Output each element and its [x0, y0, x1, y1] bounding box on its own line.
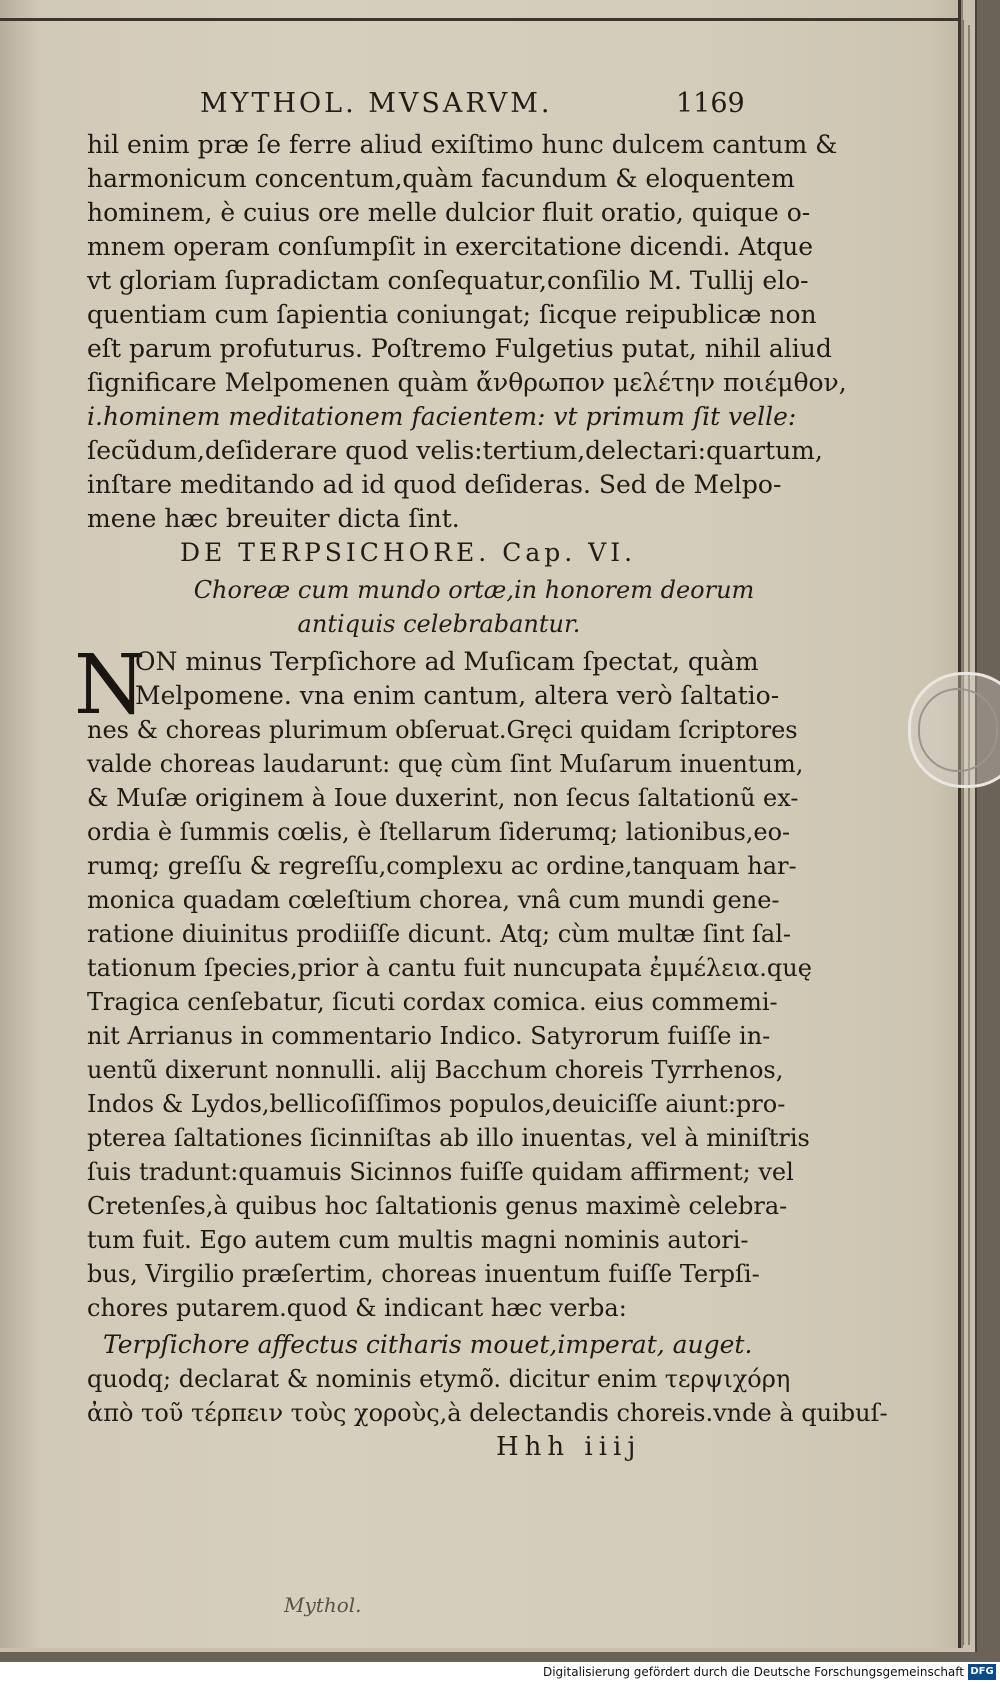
text-line: valde choreas laudarunt: quę cùm ſint Muſarum inuentum, — [87, 750, 804, 778]
text-line: i.hominem meditationem facientem: vt primum ſit velle: — [87, 402, 797, 431]
text-line: Melpomene. vna enim cantum, altera verò ſaltatio- — [135, 681, 780, 710]
digitization-credit: Digitalisierung gefördert durch die Deutsche Forschungsgemeinschaft — [542, 1665, 964, 1679]
text-line: Indos & Lydos,bellicoſiſſimos populos,deuiciſſe aiunt:pro- — [87, 1090, 786, 1118]
text-line: bus, Virgilio præſertim, choreas inuentum fuiſſe Terpſi- — [87, 1260, 760, 1288]
text-line: & Muſæ originem à Ioue duxerint, non ſecus ſaltationũ ex- — [87, 784, 799, 812]
text-line: rumq; greſſu & regreſſu,complexu ac ordine,tanquam har- — [87, 852, 797, 880]
running-title: MYTHOL. MVSARVM. — [200, 88, 553, 119]
text-line: mnem operam conſumpſit in exercitatione dicendi. Atque — [87, 232, 813, 261]
text-line: ἀπὸ τοῦ τέρπειν τοὺς χοροὺς,à delectandis choreis.vnde à quibuſ- — [87, 1399, 888, 1427]
chapter-subtitle: Choreæ cum mundo ortæ,in honorem deorum — [193, 576, 755, 604]
credit-bar — [0, 1662, 1000, 1685]
text-line: nes & choreas plurimum obſeruat.Gręci quidam ſcriptores — [87, 716, 798, 744]
chapter-title: DE TERPSICHORE. Cap. VI. — [180, 538, 637, 567]
text-line: Tragica cenſebatur, ſicuti cordax comica. eius commemi- — [87, 988, 778, 1016]
text-line: chores putarem.quod & indicant hæc verba: — [87, 1294, 627, 1322]
text-line: ordia è ſummis cœlis, è ſtellarum ſiderumq; lationibus,eo- — [87, 818, 791, 846]
text-line: nit Arrianus in commentario Indico. Satyrorum fuiſſe in- — [87, 1022, 771, 1050]
text-line: uentũ dixerunt nonnulli. alij Bacchum choreis Tyrrhenos, — [87, 1056, 784, 1084]
text-line: hominem, è cuius ore melle dulcior fluit oratio, quique o- — [87, 198, 811, 227]
bottom-note: Mythol. — [284, 1593, 362, 1617]
text-line: ſignificare Melpomenen quàm ἄνθρωπον μελέτην ποιέμθον, — [87, 368, 847, 397]
text-line: mene hæc breuiter dicta ſint. — [87, 504, 460, 533]
page-number: 1169 — [676, 88, 745, 119]
signature-mark: Hhh iiij — [496, 1432, 642, 1462]
text-line: tationum ſpecies,prior à cantu fuit nuncupata ἐμμέλεια.quę — [87, 954, 812, 982]
text-line: harmonicum concentum,quàm facundum & eloquentem — [87, 164, 795, 193]
text-line: monica quadam cœleſtium chorea, vnâ cum mundi gene- — [87, 886, 780, 914]
drop-cap: N — [74, 638, 146, 733]
text-line: tum fuit. Ego autem cum multis magni nominis autori- — [87, 1226, 749, 1254]
page-edge — [962, 20, 964, 1645]
text-line: pterea ſaltationes ſicinniſtas ab illo inuentas, vel à miniſtris — [87, 1124, 810, 1152]
chapter-subtitle: antiquis celebrabantur. — [297, 610, 581, 638]
verse-line: Terpſichore affectus citharis mouet,imperat, auget. — [103, 1330, 753, 1359]
text-line: inſtare meditando ad id quod deſideras. Sed de Melpo- — [87, 470, 782, 499]
dfg-logo-icon: DFG — [968, 1664, 996, 1680]
top-edge — [0, 18, 958, 21]
text-line: ratione diuinitus prodiiſſe dicunt. Atq; cùm multæ ſint ſal- — [87, 920, 791, 948]
page-edge — [968, 25, 970, 1645]
text-line: vt gloriam ſupradictam conſequatur,conſilio M. Tullij elo- — [87, 266, 809, 295]
text-line: ſecũdum,deſiderare quod velis:tertium,delectari:quartum, — [87, 436, 823, 465]
text-line: eſt parum profuturus. Poſtremo Fulgetius putat, nihil aliud — [87, 334, 832, 363]
text-line: ON minus Terpſichore ad Muſicam ſpectat, quàm — [135, 647, 759, 676]
text-line: ſuis tradunt:quamuis Sicinnos fuiſſe quidam affirment; vel — [87, 1158, 794, 1186]
text-line: quodq; declarat & nominis etymõ. dicitur enim τερψιχόρη — [87, 1365, 791, 1393]
text-line: Cretenſes,à quibus hoc ſaltationis genus maximè celebra- — [87, 1192, 788, 1220]
text-line: hil enim præ ſe ferre aliud exiſtimo hunc dulcem cantum & — [87, 130, 838, 159]
page-clip-inner — [918, 688, 998, 772]
text-line: quentiam cum ſapientia coniungat; ſicque reipublicæ non — [87, 300, 817, 329]
